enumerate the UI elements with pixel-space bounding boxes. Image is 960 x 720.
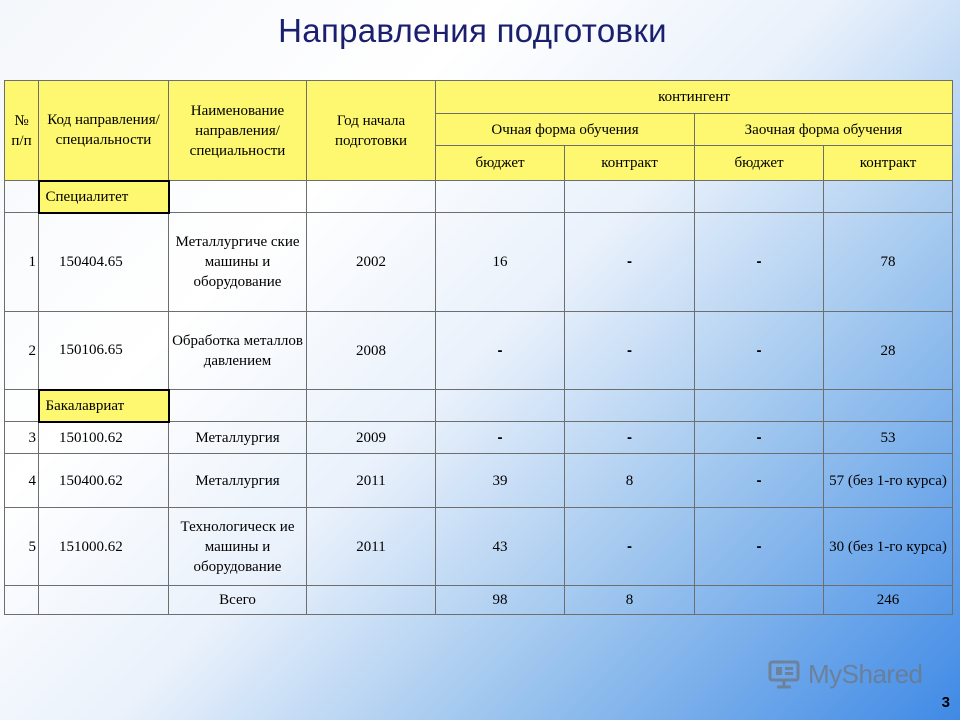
row-pt-contract: 53 (824, 422, 953, 454)
row-year: 2008 (307, 312, 436, 390)
header-contract-fulltime: контракт (565, 146, 695, 181)
row-name: Технологическ ие машины и оборудование (169, 508, 307, 586)
page-number: 3 (941, 694, 950, 711)
header-contract-parttime: контракт (824, 146, 953, 181)
row-ft-budget: 43 (436, 508, 565, 586)
row-year: 2002 (307, 213, 436, 312)
row-code: 150106.65 (39, 312, 169, 390)
row-pt-contract: 30 (без 1-го курса) (824, 508, 953, 586)
row-pt-budget: - (695, 508, 824, 586)
directions-table (4, 80, 953, 615)
row-pt-contract: 28 (824, 312, 953, 390)
section-label-specialist: Специалитет (39, 181, 169, 213)
watermark-text: MyShared (808, 658, 923, 689)
row-ft-budget: 16 (436, 213, 565, 312)
total-ft-contract: 8 (565, 586, 695, 615)
row-year: 2009 (307, 422, 436, 454)
row-pt-contract: 57 (без 1-го курса) (824, 454, 953, 508)
total-label: Всего (169, 586, 307, 615)
row-ft-budget: 39 (436, 454, 565, 508)
header-num: № п/п (5, 81, 39, 181)
row-ft-budget: - (436, 422, 565, 454)
row-pt-contract: 78 (824, 213, 953, 312)
row-code: 150100.62 (39, 422, 169, 454)
total-pt-budget (695, 586, 824, 615)
row-ft-contract: 8 (565, 454, 695, 508)
section-row (5, 390, 953, 422)
projector-icon (768, 659, 802, 689)
header-contingent: контингент (436, 81, 953, 114)
table-row (5, 312, 953, 390)
row-name: Обработка металлов давлением (169, 312, 307, 390)
myshared-watermark (768, 654, 923, 694)
header-name: Наименование направления/ специальности (169, 81, 307, 181)
row-year: 2011 (307, 508, 436, 586)
row-num: 2 (5, 312, 39, 390)
header-budget-parttime: бюджет (695, 146, 824, 181)
row-code: 150400.62 (39, 454, 169, 508)
header-fulltime: Очная форма обучения (436, 114, 695, 146)
row-name: Металлургиче ские машины и оборудование (169, 213, 307, 312)
row-ft-budget: - (436, 312, 565, 390)
total-pt-contract: 246 (824, 586, 953, 615)
row-num: 5 (5, 508, 39, 586)
row-year: 2011 (307, 454, 436, 508)
row-pt-budget: - (695, 454, 824, 508)
header-parttime: Заочная форма обучения (695, 114, 953, 146)
header-code: Код направления/ специальности (39, 81, 169, 181)
row-num: 3 (5, 422, 39, 454)
row-num: 4 (5, 454, 39, 508)
row-num: 1 (5, 213, 39, 312)
row-name: Металлургия (169, 454, 307, 508)
row-pt-budget: - (695, 422, 824, 454)
row-name: Металлургия (169, 422, 307, 454)
section-label-bachelor: Бакалавриат (39, 390, 169, 422)
table-row (5, 454, 953, 508)
table-row (5, 213, 953, 312)
total-row (5, 586, 953, 615)
section-row (5, 181, 953, 213)
row-code: 150404.65 (39, 213, 169, 312)
row-pt-budget: - (695, 213, 824, 312)
row-pt-budget: - (695, 312, 824, 390)
table-row (5, 422, 953, 454)
header-budget-fulltime: бюджет (436, 146, 565, 181)
row-ft-contract: - (565, 422, 695, 454)
row-ft-contract: - (565, 213, 695, 312)
row-ft-contract: - (565, 312, 695, 390)
row-ft-contract: - (565, 508, 695, 586)
row-code: 151000.62 (39, 508, 169, 586)
header-year: Год начала подготовки (307, 81, 436, 181)
total-ft-budget: 98 (436, 586, 565, 615)
page-title: Направления подготовки (278, 12, 667, 49)
table-row (5, 508, 953, 586)
